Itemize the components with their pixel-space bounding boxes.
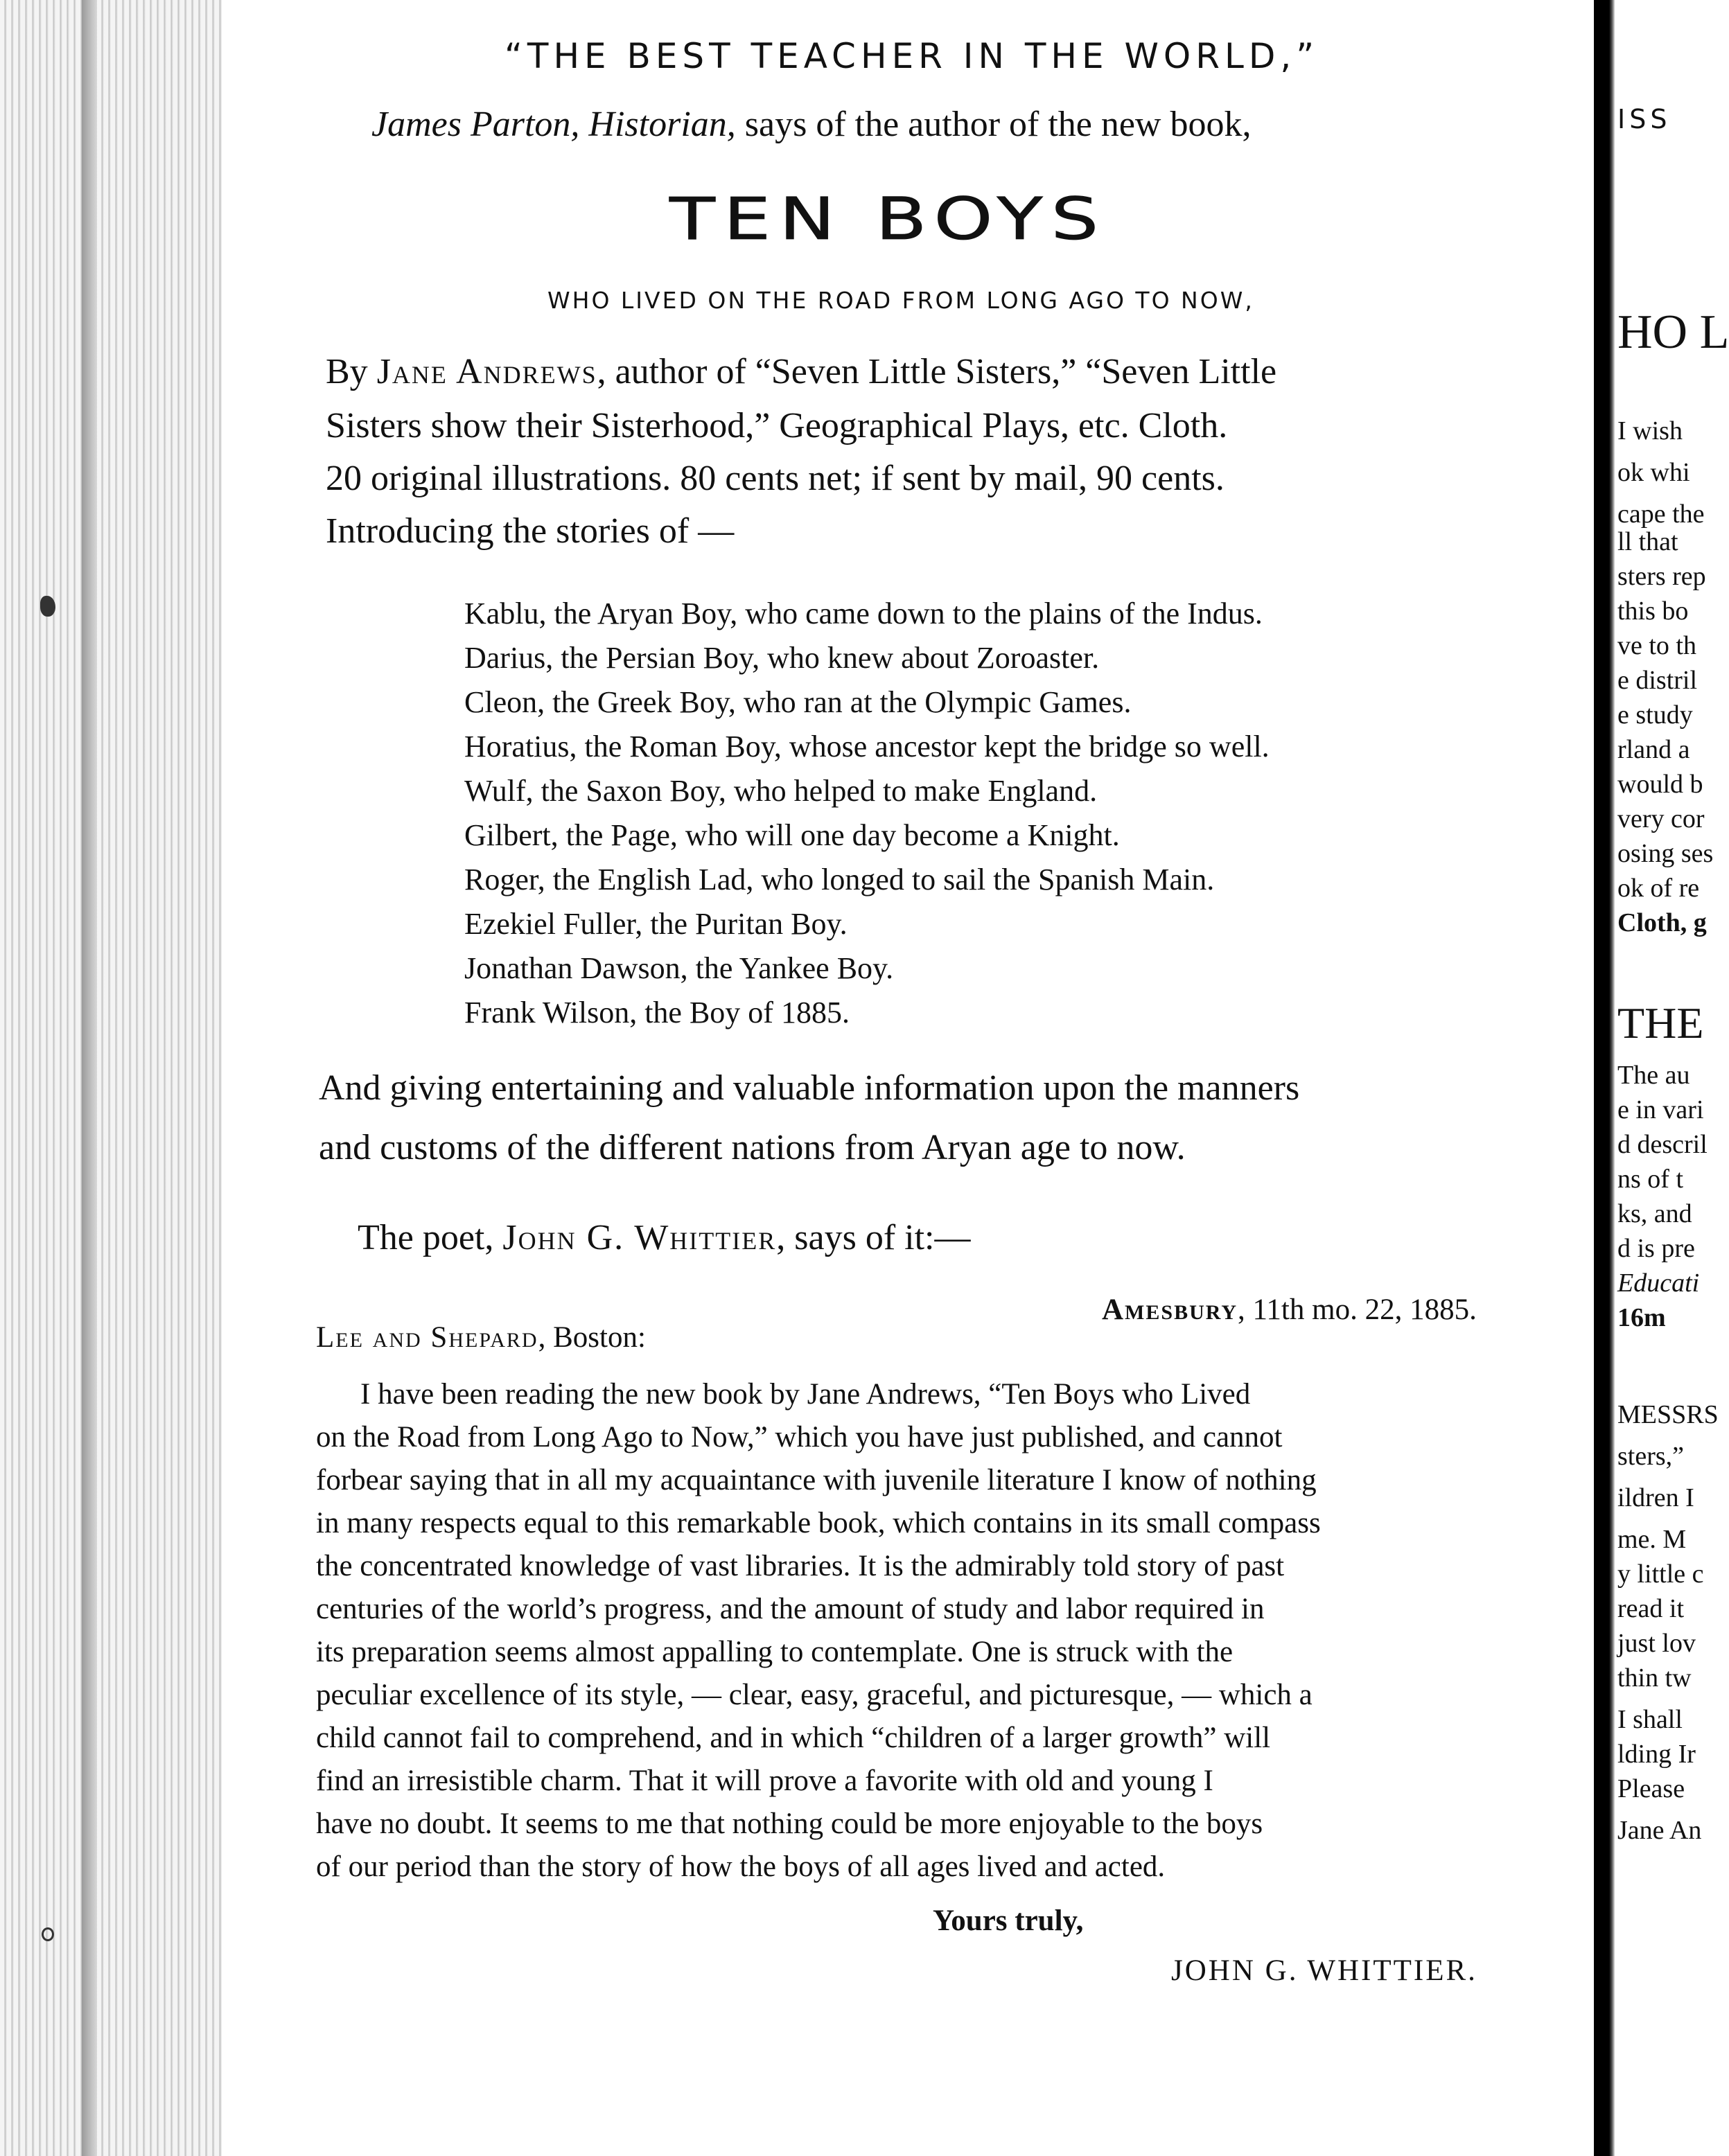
facing-fragment: I shall	[1617, 1705, 1683, 1734]
facing-fragment: Jane An	[1617, 1816, 1702, 1845]
facing-fragment: this bo	[1617, 597, 1689, 626]
facing-page-fragment	[1615, 0, 1729, 2156]
letter-line: its preparation seems almost appalling to contemplate. One is struck with the	[316, 1636, 1234, 1668]
letter-line: of our period than the story of how the boys of all ages lived and acted.	[316, 1850, 1166, 1883]
boy-list-item: Wulf, the Saxon Boy, who helped to make England.	[464, 774, 1098, 808]
facing-fragment: ve to th	[1617, 631, 1696, 660]
author-name: Jane Andrews	[376, 352, 597, 391]
facing-fragment: MESSRS	[1617, 1400, 1719, 1429]
letter-line: I have been reading the new book by Jane Andrews, “Ten Boys who Lived	[360, 1378, 1251, 1411]
poet-suffix: , says of it:—	[776, 1218, 971, 1257]
facing-fragment: ISS	[1617, 104, 1671, 134]
boy-list-item: Roger, the English Lad, who longed to sail the Spanish Main.	[464, 863, 1215, 896]
intro-line-1	[326, 346, 1276, 398]
facing-fragment: sters,”	[1617, 1442, 1685, 1471]
closing-line-1: And giving entertaining and valuable information upon the manners	[319, 1068, 1300, 1108]
addressee-name: Lee and Shepard	[316, 1321, 538, 1354]
book-page-edges	[0, 0, 222, 2156]
facing-fragment: d descril	[1617, 1130, 1708, 1159]
facing-fragment: ok of re	[1617, 874, 1700, 903]
facing-fragment: very cor	[1617, 804, 1705, 833]
book-page	[222, 0, 1597, 2156]
boy-list-item: Jonathan Dawson, the Yankee Boy.	[464, 951, 894, 985]
facing-fragment: ildren I	[1617, 1483, 1694, 1512]
closing-line-2: and customs of the different nations from Aryan age to now.	[319, 1128, 1186, 1167]
intro-prefix: By	[326, 352, 368, 391]
intro-line-4: Introducing the stories of —	[326, 511, 735, 551]
header-quote: “THE BEST TEACHER IN THE WORLD,”	[504, 36, 1319, 76]
facing-fragment: ks, and	[1617, 1199, 1692, 1228]
letter-date	[1102, 1293, 1477, 1327]
header-attribution-rest: says of the author of the new book,	[744, 105, 1252, 144]
facing-fragment: Cloth, g	[1617, 908, 1707, 937]
boy-list-item: Horatius, the Roman Boy, whose ancestor kept the bridge so well.	[464, 730, 1270, 763]
intro-line-1-rest: , author of “Seven Little Sisters,” “Seven Little	[597, 352, 1277, 391]
intro-line-2: Sisters show their Sisterhood,” Geographical Plays, etc. Cloth.	[326, 406, 1228, 445]
facing-fragment: Please	[1617, 1774, 1685, 1803]
historian-name: James Parton, Historian,	[371, 105, 736, 144]
boy-list-item: Cleon, the Greek Boy, who ran at the Olympic Games.	[464, 685, 1132, 719]
poet-prefix: The poet,	[358, 1218, 494, 1257]
facing-fragment: HO L	[1617, 306, 1729, 359]
facing-fragment: The au	[1617, 1061, 1690, 1090]
letter-line: in many respects equal to this remarkable book, which contains in its small compass	[316, 1507, 1321, 1539]
facing-fragment: I wish	[1617, 416, 1683, 445]
facing-fragment: just lov	[1617, 1629, 1696, 1658]
facing-fragment: e in vari	[1617, 1095, 1704, 1124]
boy-list-item: Gilbert, the Page, who will one day become a Knight.	[464, 818, 1120, 852]
letter-signature: JOHN G. WHITTIER.	[1171, 1954, 1477, 1987]
facing-fragment: lding Ir	[1617, 1740, 1696, 1769]
addressee-city: , Boston:	[538, 1321, 646, 1354]
facing-fragment: would b	[1617, 770, 1703, 799]
facing-fragment: ns of t	[1617, 1165, 1683, 1194]
book-subtitle: WHO LIVED ON THE ROAD FROM LONG AGO TO NOW,	[547, 287, 1254, 314]
letter-place: Amesbury	[1102, 1293, 1238, 1326]
book-title: TEN BOYS	[669, 186, 1107, 254]
facing-fragment: cape the	[1617, 500, 1705, 529]
facing-fragment: ll that	[1617, 527, 1678, 556]
facing-fragment: d is pre	[1617, 1234, 1695, 1263]
letter-salutation: Yours truly,	[933, 1905, 1084, 1937]
poet-line	[358, 1212, 970, 1264]
facing-fragment: read it	[1617, 1594, 1685, 1623]
facing-fragment: y little c	[1617, 1559, 1704, 1589]
letter-line: centuries of the world’s progress, and the amount of study and labor required in	[316, 1593, 1265, 1625]
facing-fragment: 16m	[1617, 1303, 1666, 1332]
edge-ink-mark	[40, 596, 55, 617]
letter-line: the concentrated knowledge of vast libraries. It is the admirably told story of past	[316, 1550, 1285, 1582]
boy-list-item: Frank Wilson, the Boy of 1885.	[464, 996, 850, 1030]
facing-fragment: osing ses	[1617, 839, 1714, 868]
boy-list-item: Ezekiel Fuller, the Puritan Boy.	[464, 907, 848, 941]
facing-fragment: ok whi	[1617, 458, 1690, 487]
facing-fragment: Educati	[1617, 1269, 1700, 1298]
facing-fragment: me. M	[1617, 1525, 1687, 1554]
facing-fragment: rland a	[1617, 735, 1690, 764]
facing-fragment: thin tw	[1617, 1663, 1692, 1693]
poet-name: John G. Whittier	[502, 1218, 777, 1257]
facing-fragment: e distril	[1617, 666, 1698, 695]
letter-line: find an irresistible charm. That it will prove a favorite with old and young I	[316, 1765, 1213, 1797]
letter-line: have no doubt. It seems to me that nothing could be more enjoyable to the boys	[316, 1808, 1263, 1840]
edge-ink-dot	[42, 1927, 54, 1941]
book-gutter	[1594, 0, 1615, 2156]
letter-date-text: , 11th mo. 22, 1885.	[1238, 1293, 1477, 1326]
page-edge-shadow	[82, 0, 97, 2156]
letter-addressee	[316, 1320, 646, 1354]
letter-line: on the Road from Long Ago to Now,” which you have just published, and cannot	[316, 1421, 1283, 1453]
intro-line-3: 20 original illustrations. 80 cents net; if sent by mail, 90 cents.	[326, 459, 1225, 498]
boy-list-item: Darius, the Persian Boy, who knew about Zoroaster.	[464, 641, 1100, 675]
facing-fragment: e study	[1617, 700, 1693, 730]
facing-fragment: THE	[1617, 998, 1704, 1048]
facing-fragment: sters rep	[1617, 562, 1706, 591]
letter-line: child cannot fail to comprehend, and in which “children of a larger growth” will	[316, 1722, 1271, 1754]
letter-line: peculiar excellence of its style, — clear, easy, graceful, and picturesque, — which a	[316, 1679, 1313, 1711]
header-attribution	[371, 104, 1251, 145]
boy-list-item: Kablu, the Aryan Boy, who came down to the plains of the Indus.	[464, 597, 1263, 630]
letter-line: forbear saying that in all my acquaintance with juvenile literature I know of nothing	[316, 1464, 1317, 1496]
